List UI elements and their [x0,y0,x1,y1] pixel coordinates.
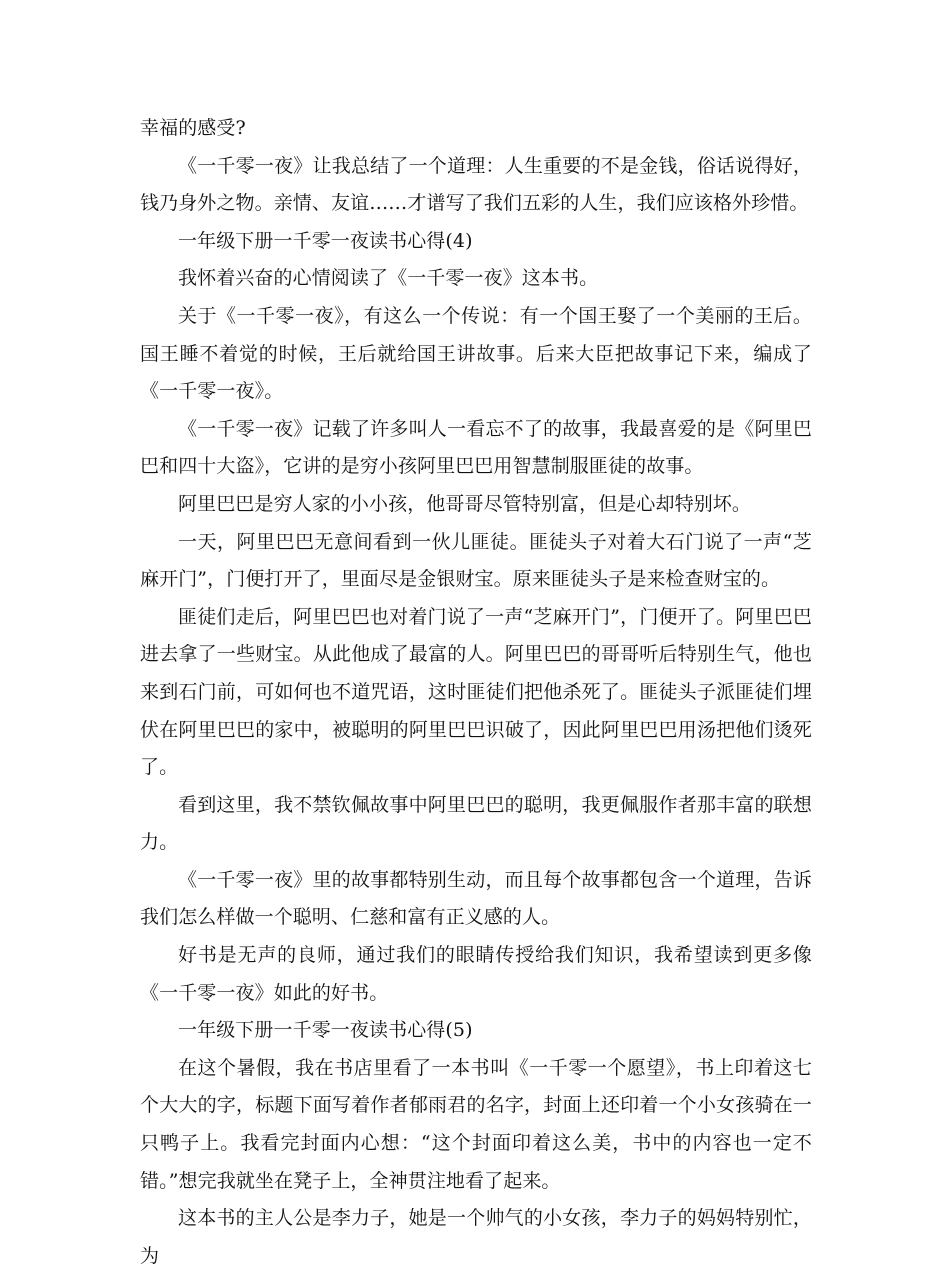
paragraph: 幸福的感受? [140,117,246,139]
paragraph: 《一千零一夜》里的故事都特别生动，而且每个故事都包含一个道理，告诉我们怎么样做一个聪明、仁慈和富有正义感的人。 [140,868,812,929]
section-heading: 一年级下册一千零一夜读书心得(5) [178,1019,473,1042]
document-body [140,110,812,1275]
paragraph: 匪徒们走后，阿里巴巴也对着门说了一声“芝麻开门”，门便开了。阿里巴巴进去拿了一些财宝。从此他成了最富的人。阿里巴巴的哥哥听后特别生气，他也来到石门前，可如何也不道咒语，这时匪徒们把他杀死了。匪徒头子派匪徒们埋伏在阿里巴巴的家中，被聪明的阿里巴巴识破了，因此阿里巴巴用汤把他们烫死了。 [140,605,812,779]
paragraph: 在这个暑假，我在书店里看了一本书叫《一千零一个愿望》，书上印着这七个大大的字，标题下面写着作者郁雨君的名字，封面上还印着一个小女孩骑在一只鸭子上。我看完封面内心想：“这个封面印着这么美，书中的内容也一定不错。”想完我就坐在凳子上，全神贯注地看了起来。 [140,1056,812,1192]
paragraph: 关于《一千零一夜》，有这么一个传说：有一个国王娶了一个美丽的王后。国王睡不着觉的时候，王后就给国王讲故事。后来大臣把故事记下来，编成了《一千零一夜》。 [140,304,812,403]
paragraph: 一天，阿里巴巴无意间看到一伙儿匪徒。匪徒头子对着大石门说了一声“芝麻开门”，门便打开了，里面尽是金银财宝。原来匪徒头子是来检查财宝的。 [140,530,812,591]
paragraph: 《一千零一夜》让我总结了一个道理：人生重要的不是金钱，俗话说得好，钱乃身外之物。亲情、友谊……才谱写了我们五彩的人生，我们应该格外珍惜。 [140,154,812,215]
paragraph: 好书是无声的良师，通过我们的眼睛传授给我们知识，我希望读到更多像《一千零一夜》如此的好书。 [140,944,812,1004]
paragraph: 这本书的主人公是李力子，她是一个帅气的小女孩，李力子的妈妈特别忙，为 [140,1207,812,1267]
paragraph: 阿里巴巴是穷人家的小小孩，他哥哥尽管特别富，但是心却特别坏。 [178,492,752,515]
paragraph: 看到这里，我不禁钦佩故事中阿里巴巴的聪明，我更佩服作者那丰富的联想力。 [140,793,812,854]
section-heading: 一年级下册一千零一夜读书心得(4) [178,229,473,252]
paragraph: 《一千零一夜》记载了许多叫人一看忘不了的故事，我最喜爱的是《阿里巴巴和四十大盗》，它讲的是穷小孩阿里巴巴用智慧制服匪徒的故事。 [140,417,812,478]
paragraph: 我怀着兴奋的心情阅读了《一千零一夜》这本书。 [178,267,599,290]
